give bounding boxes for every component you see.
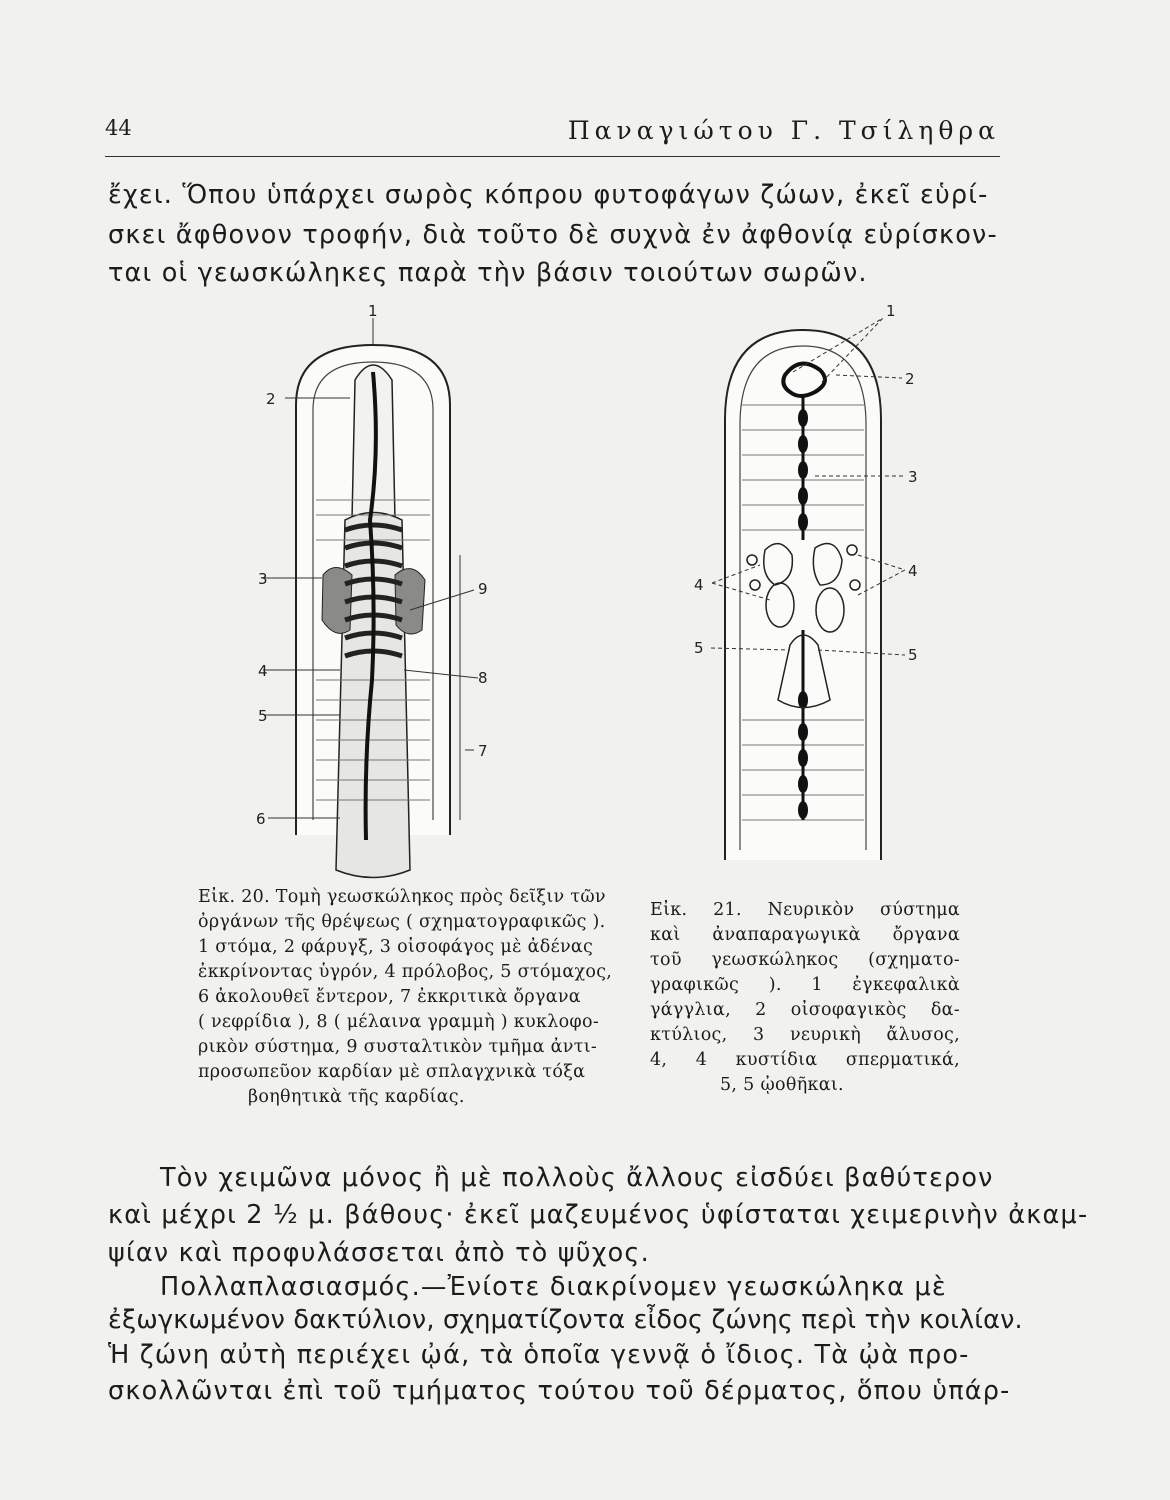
caption-line: 1 στόμα, 2 φάρυγξ, 3 οἰσοφάγος μὲ ἀδένας	[198, 937, 594, 957]
figure-20-label: 8	[478, 669, 488, 687]
caption-line: ρικὸν σύστημα, 9 συσταλτικὸν τμῆμα ἀντι-	[198, 1037, 598, 1057]
figure-21-label: 5	[908, 646, 918, 664]
text-line: καὶ μέχρι 2 ½ μ. βάθους· ἐκεῖ μαζευμένος ὑφίσταται χειμερινὴν ἀκαμ-	[108, 1200, 1089, 1230]
page-number: 44	[105, 116, 132, 140]
caption-line: καὶ ἀναπαραγωγικὰ ὄργανα	[650, 925, 960, 945]
page-header	[105, 116, 1000, 157]
caption-line: γραφικῶς ). 1 ἐγκεφαλικὰ	[650, 975, 960, 995]
figure-20-caption	[198, 885, 618, 1110]
caption-line: 6 ἀκολουθεῖ ἔντερον, 7 ἐκκριτικὰ ὄργανα	[198, 987, 581, 1007]
figure-20-diagram	[250, 300, 510, 880]
figure-20-label: 5	[258, 707, 268, 725]
caption-line: προσωπεῦον καρδίαν μὲ σπλαγχνικὰ τόξα	[198, 1062, 586, 1082]
text-line: ψίαν καὶ προφυλάσσεται ἀπὸ τὸ ψῦχος.	[108, 1238, 650, 1268]
text-line: ται οἱ γεωσκώληκες παρὰ τὴν βάσιν τοιούτων σωρῶν.	[108, 258, 868, 288]
text-line: σκει ἄφθονον τροφήν, διὰ τοῦτο δὲ συχνὰ ἐν ἀφθονίᾳ εὑρίσκον-	[108, 220, 998, 250]
figure-21-label: 4	[908, 562, 918, 580]
figure-20-label: 2	[266, 390, 276, 408]
figure-20-label: 9	[478, 580, 488, 598]
figure-21-label: 3	[908, 468, 918, 486]
caption-line: τοῦ γεωσκώληκος (σχηματο-	[650, 950, 960, 970]
caption-line: Εἰκ. 20. Τομὴ γεωσκώληκος πρὸς δεῖξιν τῶν	[198, 887, 606, 907]
caption-line: ὀργάνων τῆς θρέψεως ( σχηματογραφικῶς ).	[198, 912, 606, 932]
figure-21-label: 1	[886, 302, 896, 320]
caption-line: γάγγλια, 2 οἰσοφαγικὸς δα-	[650, 1000, 960, 1020]
running-title: Παναγιώτου Γ. Τσίληθρα	[567, 116, 1000, 145]
text-line: Τὸν χειμῶνα μόνος ἢ μὲ πολλοὺς ἄλλους εἰσδύει βαθύτερον	[160, 1163, 994, 1193]
caption-line: ( νεφρίδια ), 8 ( μέλαινα γραμμὴ ) κυκλοφο-	[198, 1012, 600, 1032]
figure-21-label: 2	[905, 370, 915, 388]
text-line: ἐξωγκωμένον δακτύλιον, σχηματίζοντα εἶδος ζώνης περὶ τὴν κοιλίαν.	[108, 1305, 1023, 1335]
figure-20-label: 3	[258, 570, 268, 588]
figure-20-label: 1	[368, 302, 378, 320]
text-line: σκολλῶνται ἐπὶ τοῦ τμήματος τούτου τοῦ δέρματος, ὅπου ὑπάρ-	[108, 1376, 1011, 1406]
figure-21-diagram	[690, 300, 930, 870]
text-line: Ἡ ζώνη αὐτὴ περιέχει ᾠά, τὰ ὁποῖα γεννᾷ ὁ ἴδιος. Τὰ ᾠὰ προ-	[108, 1340, 970, 1370]
caption-line: κτύλιος, 3 νευρικὴ ἄλυσος,	[650, 1025, 960, 1045]
caption-line: 4, 4 κυστίδια σπερματικά,	[650, 1050, 960, 1070]
figure-21-label: 5	[694, 639, 704, 657]
text-line: Πολλαπλασιασμός.—Ἐνίοτε διακρίνομεν γεωσκώληκα μὲ	[160, 1272, 947, 1302]
caption-line: 5, 5 ᾠοθῆκαι.	[720, 1075, 844, 1095]
figure-20-label: 7	[478, 742, 488, 760]
figure-21-caption	[650, 898, 960, 1098]
text-line: ἔχει. Ὅπου ὑπάρχει σωρὸς κόπρου φυτοφάγων ζώων, ἐκεῖ εὑρί-	[108, 180, 989, 210]
caption-line: ἐκκρίνοντας ὑγρόν, 4 πρόλοβος, 5 στόμαχος,	[198, 962, 613, 982]
figure-21-label: 4	[694, 576, 704, 594]
caption-line: Εἰκ. 21. Νευρικὸν σύστημα	[650, 900, 960, 920]
figure-20-label: 6	[256, 810, 266, 828]
figure-20-label: 4	[258, 662, 268, 680]
caption-line: βοηθητικὰ τῆς καρδίας.	[248, 1087, 465, 1107]
